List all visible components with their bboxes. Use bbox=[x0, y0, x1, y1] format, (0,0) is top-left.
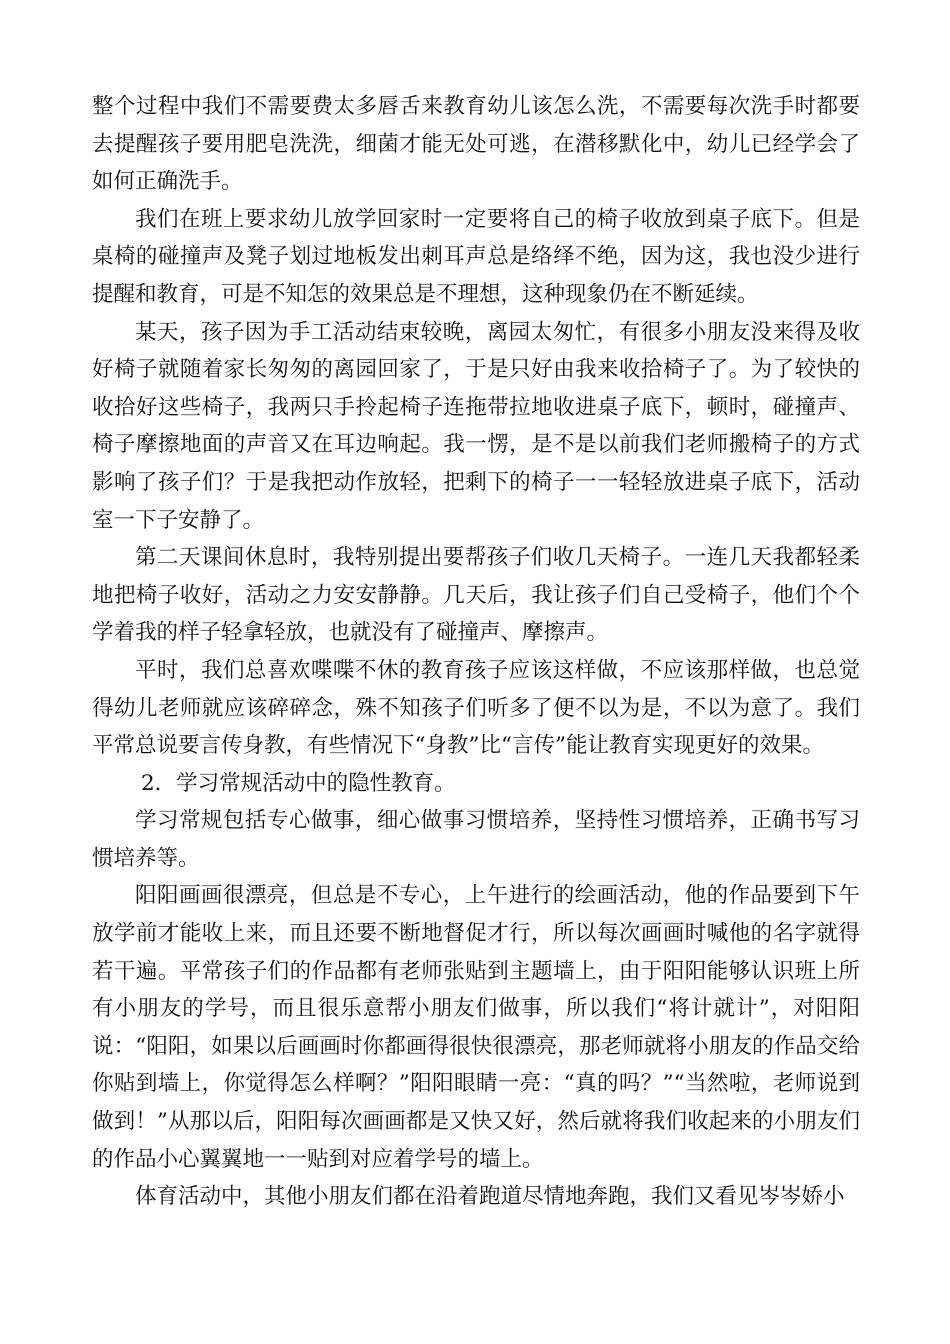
paragraph-1: 整个过程中我们不需要费太多唇舌来教育幼儿该怎么洗，不需要每次洗手时都要去提醒孩子要用肥皂洗洗，细菌才能无处可逃，在潜移默化中，幼儿已经学会了如何正确洗手。 bbox=[92, 94, 860, 195]
paragraph-3: 某天，孩子因为手工活动结束较晚，离园太匆忙，有很多小朋友没来得及收好椅子就随着家长匆匆的离园回家了，于是只好由我来收拾椅子了。为了较快的收拾好这些椅子，我两只手拎起椅子连拖带拉地收进桌子底下，顿时，碰撞声、椅子摩擦地面的声音又在耳边响起。我一愣，是不是以前我们老师搬椅子的方式影响了孩子们？于是我把动作放轻，把剩下的椅子一一轻轻放进桌子底下，活动室一下子安静了。 bbox=[92, 319, 860, 533]
document-body bbox=[92, 88, 860, 1216]
paragraph-4: 第二天课间休息时，我特别提出要帮孩子们收几天椅子。一连几天我都轻柔地把椅子收好，活动之力安安静静。几天后，我让孩子们自己受椅子，他们个个学着我的样子轻拿轻放，也就没有了碰撞声、摩擦声。 bbox=[92, 545, 860, 646]
paragraph-8: 体育活动中，其他小朋友们都在沿着跑道尽情地奔跑，我们又看见岑岑娇小 bbox=[135, 1184, 845, 1210]
paragraph-2: 我们在班上要求幼儿放学回家时一定要将自己的椅子收放到桌子底下。但是桌椅的碰撞声及凳子划过地板发出刺耳声总是络绎不绝，因为这，我也没少进行提醒和教育，可是不知怎的效果总是不理想，这种现象仍在不断延续。 bbox=[92, 206, 860, 307]
section-heading: 2．学习常规活动中的隐性教育。 bbox=[141, 770, 456, 796]
paragraph-7: 阳阳画画很漂亮，但总是不专心，上午进行的绘画活动，他的作品要到下午放学前才能收上来，而且还要不断地督促才行，所以每次画画时喊他的名字就得若干遍。平常孩子们的作品都有老师张贴到主题墙上，由于阳阳能够认识班上所有小朋友的学号，而且很乐意帮小朋友们做事，所以我们“将计就计”，对阳阳说：“阳阳，如果以后画画时你都画得很快很漂亮，那老师就将小朋友的作品交给你贴到墙上，你觉得怎么样啊？”阳阳眼睛一亮：“真的吗？”“当然啦，老师说到做到！”从那以后，阳阳每次画画都是又快又好，然后就将我们收起来的小朋友们的作品小心翼翼地一一贴到对应着学号的墙上。 bbox=[92, 883, 860, 1172]
paragraph-6: 学习常规包括专心做事，细心做事习惯培养，坚持性习惯培养，正确书写习惯培养等。 bbox=[92, 808, 860, 871]
paragraph-5: 平时，我们总喜欢喋喋不休的教育孩子应该这样做，不应该那样做，也总觉得幼儿老师就应该碎碎念，殊不知孩子们听多了便不以为是，不以为意了。我们平常总说要言传身教，有些情况下“身教”比“言传”能让教育实现更好的效果。 bbox=[92, 657, 860, 759]
